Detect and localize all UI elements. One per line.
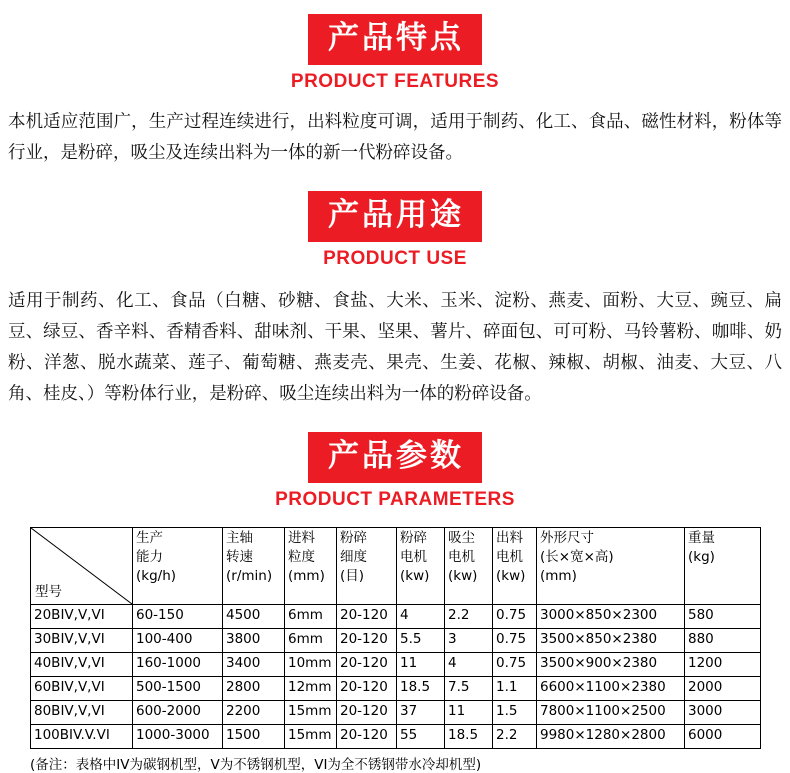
cell-model: 30BIV,V,VI [31,629,133,653]
cell-feed-size: 15mm [285,725,337,749]
product-use-subtitle: PRODUCT USE [323,248,467,269]
header-line-2: 细度 [340,549,367,565]
table-note: (备注：表格中IV为碳钢机型，V为不锈钢机型，VI为全不锈钢带水冷却机型) [30,757,482,773]
table-header-spindle-speed [223,528,285,605]
table-corner-label: 型号 [35,584,62,600]
cell-crushing-motor: 55 [397,725,445,749]
cell-dimensions: 3000×850×2300 [537,605,685,629]
cell-spindle-speed: 2800 [223,677,285,701]
cell-discharge-motor: 2.2 [493,725,537,749]
header-line-2: 电机 [496,549,523,565]
product-features-banner: 产品特点 [308,14,482,65]
table-header-feed-size [285,528,337,605]
cell-discharge-motor: 0.75 [493,605,537,629]
cell-capacity: 160-1000 [133,653,223,677]
cell-dust-motor: 4 [445,653,493,677]
cell-model: 40BIV,V,VI [31,653,133,677]
table-header-capacity [133,528,223,605]
cell-model: 20BIV,V,VI [31,605,133,629]
cell-feed-size: 12mm [285,677,337,701]
table-header-dimensions [537,528,685,605]
cell-fineness: 20-120 [337,653,397,677]
table-corner-cell [31,528,133,605]
cell-dust-motor: 11 [445,701,493,725]
cell-capacity: 60-150 [133,605,223,629]
cell-capacity: 600-2000 [133,701,223,725]
header-line-2: 粒度 [288,549,315,565]
cell-capacity: 1000-3000 [133,725,223,749]
header-line-3: (r/min) [226,568,273,584]
cell-dust-motor: 3 [445,629,493,653]
cell-weight: 2000 [685,677,761,701]
product-features-heading [0,0,790,93]
header-line-2: 电机 [400,549,427,565]
cell-dimensions: 6600×1100×2380 [537,677,685,701]
header-line-2: (长×宽×高) [540,549,614,565]
header-line-1: 外形尺寸 [540,530,594,546]
cell-capacity: 100-400 [133,629,223,653]
specifications-table [30,527,761,749]
specifications-table-wrapper [30,527,760,749]
cell-crushing-motor: 18.5 [397,677,445,701]
cell-weight: 1200 [685,653,761,677]
cell-crushing-motor: 37 [397,701,445,725]
header-line-1: 主轴 [226,530,253,546]
cell-fineness: 20-120 [337,605,397,629]
table-header-discharge-motor [493,528,537,605]
product-use-banner: 产品用途 [308,191,482,242]
header-line-1: 进料 [288,530,315,546]
cell-dimensions: 3500×850×2380 [537,629,685,653]
header-line-2: 重量 [688,530,715,546]
product-parameters-subtitle: PRODUCT PARAMETERS [275,489,515,510]
cell-crushing-motor: 4 [397,605,445,629]
cell-spindle-speed: 2200 [223,701,285,725]
header-line-3: (kg) [688,549,715,565]
product-use-heading [0,191,790,270]
cell-capacity: 500-1500 [133,677,223,701]
header-line-3: (kw) [496,568,526,584]
cell-dimensions: 7800×1100×2500 [537,701,685,725]
product-use-body: 适用于制药、化工、食品（白糖、砂糖、食盐、大米、玉米、淀粉、燕麦、面粉、大豆、豌豆、扁豆、绿豆、香辛料、香精香料、甜味剂、干果、坚果、薯片、碎面包、可可粉、马铃薯粉、咖啡、奶粉、洋葱、脱水蔬菜、莲子、葡萄糖、燕麦壳、果壳、生姜、花椒、辣椒、胡椒、油麦、大豆、八角、桂皮、）等粉体行业，是粉碎、吸尘连续出料为一体的粉碎设备。 [8,291,782,404]
cell-dimensions: 9980×1280×2800 [537,725,685,749]
table-row [31,701,761,725]
product-features-body: 本机适应范围广，生产过程连续进行，出料粒度可调，适用于制药、化工、食品、磁性材料，粉体等行业，是粉碎，吸尘及连续出料为一体的新一代粉碎设备。 [8,112,782,163]
cell-crushing-motor: 11 [397,653,445,677]
cell-crushing-motor: 5.5 [397,629,445,653]
cell-weight: 580 [685,605,761,629]
table-row [31,629,761,653]
cell-dust-motor: 7.5 [445,677,493,701]
header-line-1: 粉碎 [340,530,367,546]
header-line-3: (目) [340,568,365,584]
cell-model: 100BIV.V.VI [31,725,133,749]
cell-discharge-motor: 1.1 [493,677,537,701]
product-features-subtitle: PRODUCT FEATURES [290,71,500,92]
cell-spindle-speed: 3400 [223,653,285,677]
header-line-2: 转速 [226,549,253,565]
table-header-crushing-motor [397,528,445,605]
cell-weight: 880 [685,629,761,653]
cell-spindle-speed: 4500 [223,605,285,629]
cell-feed-size: 10mm [285,653,337,677]
cell-dust-motor: 2.2 [445,605,493,629]
cell-weight: 6000 [685,725,761,749]
cell-fineness: 20-120 [337,701,397,725]
header-line-3: (kg/h) [136,568,177,584]
cell-spindle-speed: 1500 [223,725,285,749]
cell-discharge-motor: 0.75 [493,653,537,677]
header-line-3: (kw) [400,568,430,584]
cell-model: 80BIV,V,VI [31,701,133,725]
table-header-weight [685,528,761,605]
header-line-3: (mm) [288,568,325,584]
cell-model: 60BIV,V,VI [31,677,133,701]
table-row [31,653,761,677]
cell-feed-size: 6mm [285,629,337,653]
product-parameters-banner: 产品参数 [308,432,482,483]
cell-discharge-motor: 0.75 [493,629,537,653]
cell-feed-size: 6mm [285,605,337,629]
header-line-2: 电机 [448,549,475,565]
cell-discharge-motor: 1.5 [493,701,537,725]
header-line-1: 生产 [136,530,163,546]
cell-weight: 3000 [685,701,761,725]
cell-fineness: 20-120 [337,629,397,653]
table-row [31,677,761,701]
table-header-row [31,528,761,605]
cell-fineness: 20-120 [337,725,397,749]
header-line-1: 粉碎 [400,530,427,546]
header-line-3: (kw) [448,568,478,584]
product-parameters-heading [0,432,790,511]
table-header-dust-motor [445,528,493,605]
cell-spindle-speed: 3800 [223,629,285,653]
cell-dust-motor: 18.5 [445,725,493,749]
header-line-1: 吸尘 [448,530,475,546]
table-row [31,605,761,629]
header-line-1: 出料 [496,530,523,546]
cell-feed-size: 15mm [285,701,337,725]
cell-dimensions: 3500×900×2380 [537,653,685,677]
cell-fineness: 20-120 [337,677,397,701]
header-line-3: (mm) [540,568,577,584]
header-line-2: 能力 [136,549,163,565]
table-header-fineness [337,528,397,605]
